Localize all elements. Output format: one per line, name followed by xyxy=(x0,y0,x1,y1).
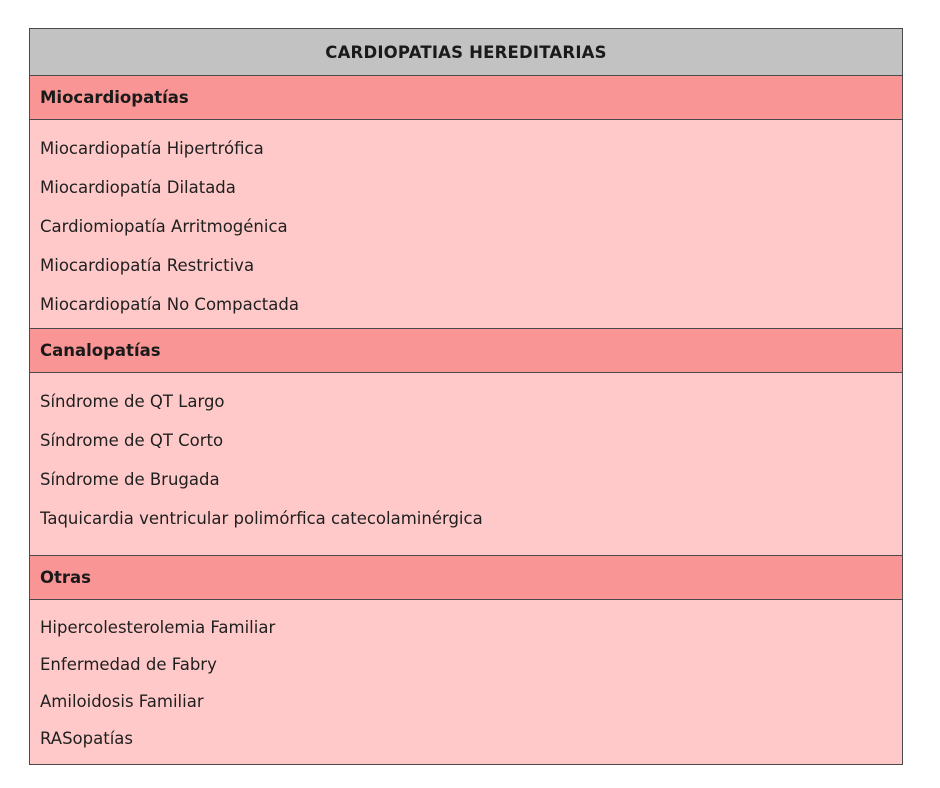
list-item: Cardiomiopatía Arritmogénica xyxy=(40,217,288,236)
list-item: Hipercolesterolemia Familiar xyxy=(40,618,276,637)
list-item: Miocardiopatía No Compactada xyxy=(40,295,299,314)
list-item: Taquicardia ventricular polimórfica catecolaminérgica xyxy=(40,509,483,528)
list-item: Amiloidosis Familiar xyxy=(40,692,204,711)
list-item: Síndrome de Brugada xyxy=(40,470,220,489)
section-heading-miocardiopatias: Miocardiopatías xyxy=(30,76,902,120)
list-item: Síndrome de QT Corto xyxy=(40,431,224,450)
section-heading-canalopatias: Canalopatías xyxy=(30,329,902,373)
list-item: Miocardiopatía Restrictiva xyxy=(40,256,255,275)
list-item: Enfermedad de Fabry xyxy=(40,655,217,674)
cardiopathies-table xyxy=(29,28,903,765)
section-list-otras xyxy=(30,600,902,764)
table-title: CARDIOPATIAS HEREDITARIAS xyxy=(30,29,902,76)
list-item: Miocardiopatía Dilatada xyxy=(40,178,236,197)
list-item: RASopatías xyxy=(40,729,133,748)
list-item: Miocardiopatía Hipertrófica xyxy=(40,139,264,158)
section-list-canalopatias xyxy=(30,373,902,556)
list-item: Síndrome de QT Largo xyxy=(40,392,225,411)
section-heading-otras: Otras xyxy=(30,556,902,600)
section-list-miocardiopatias xyxy=(30,120,902,329)
